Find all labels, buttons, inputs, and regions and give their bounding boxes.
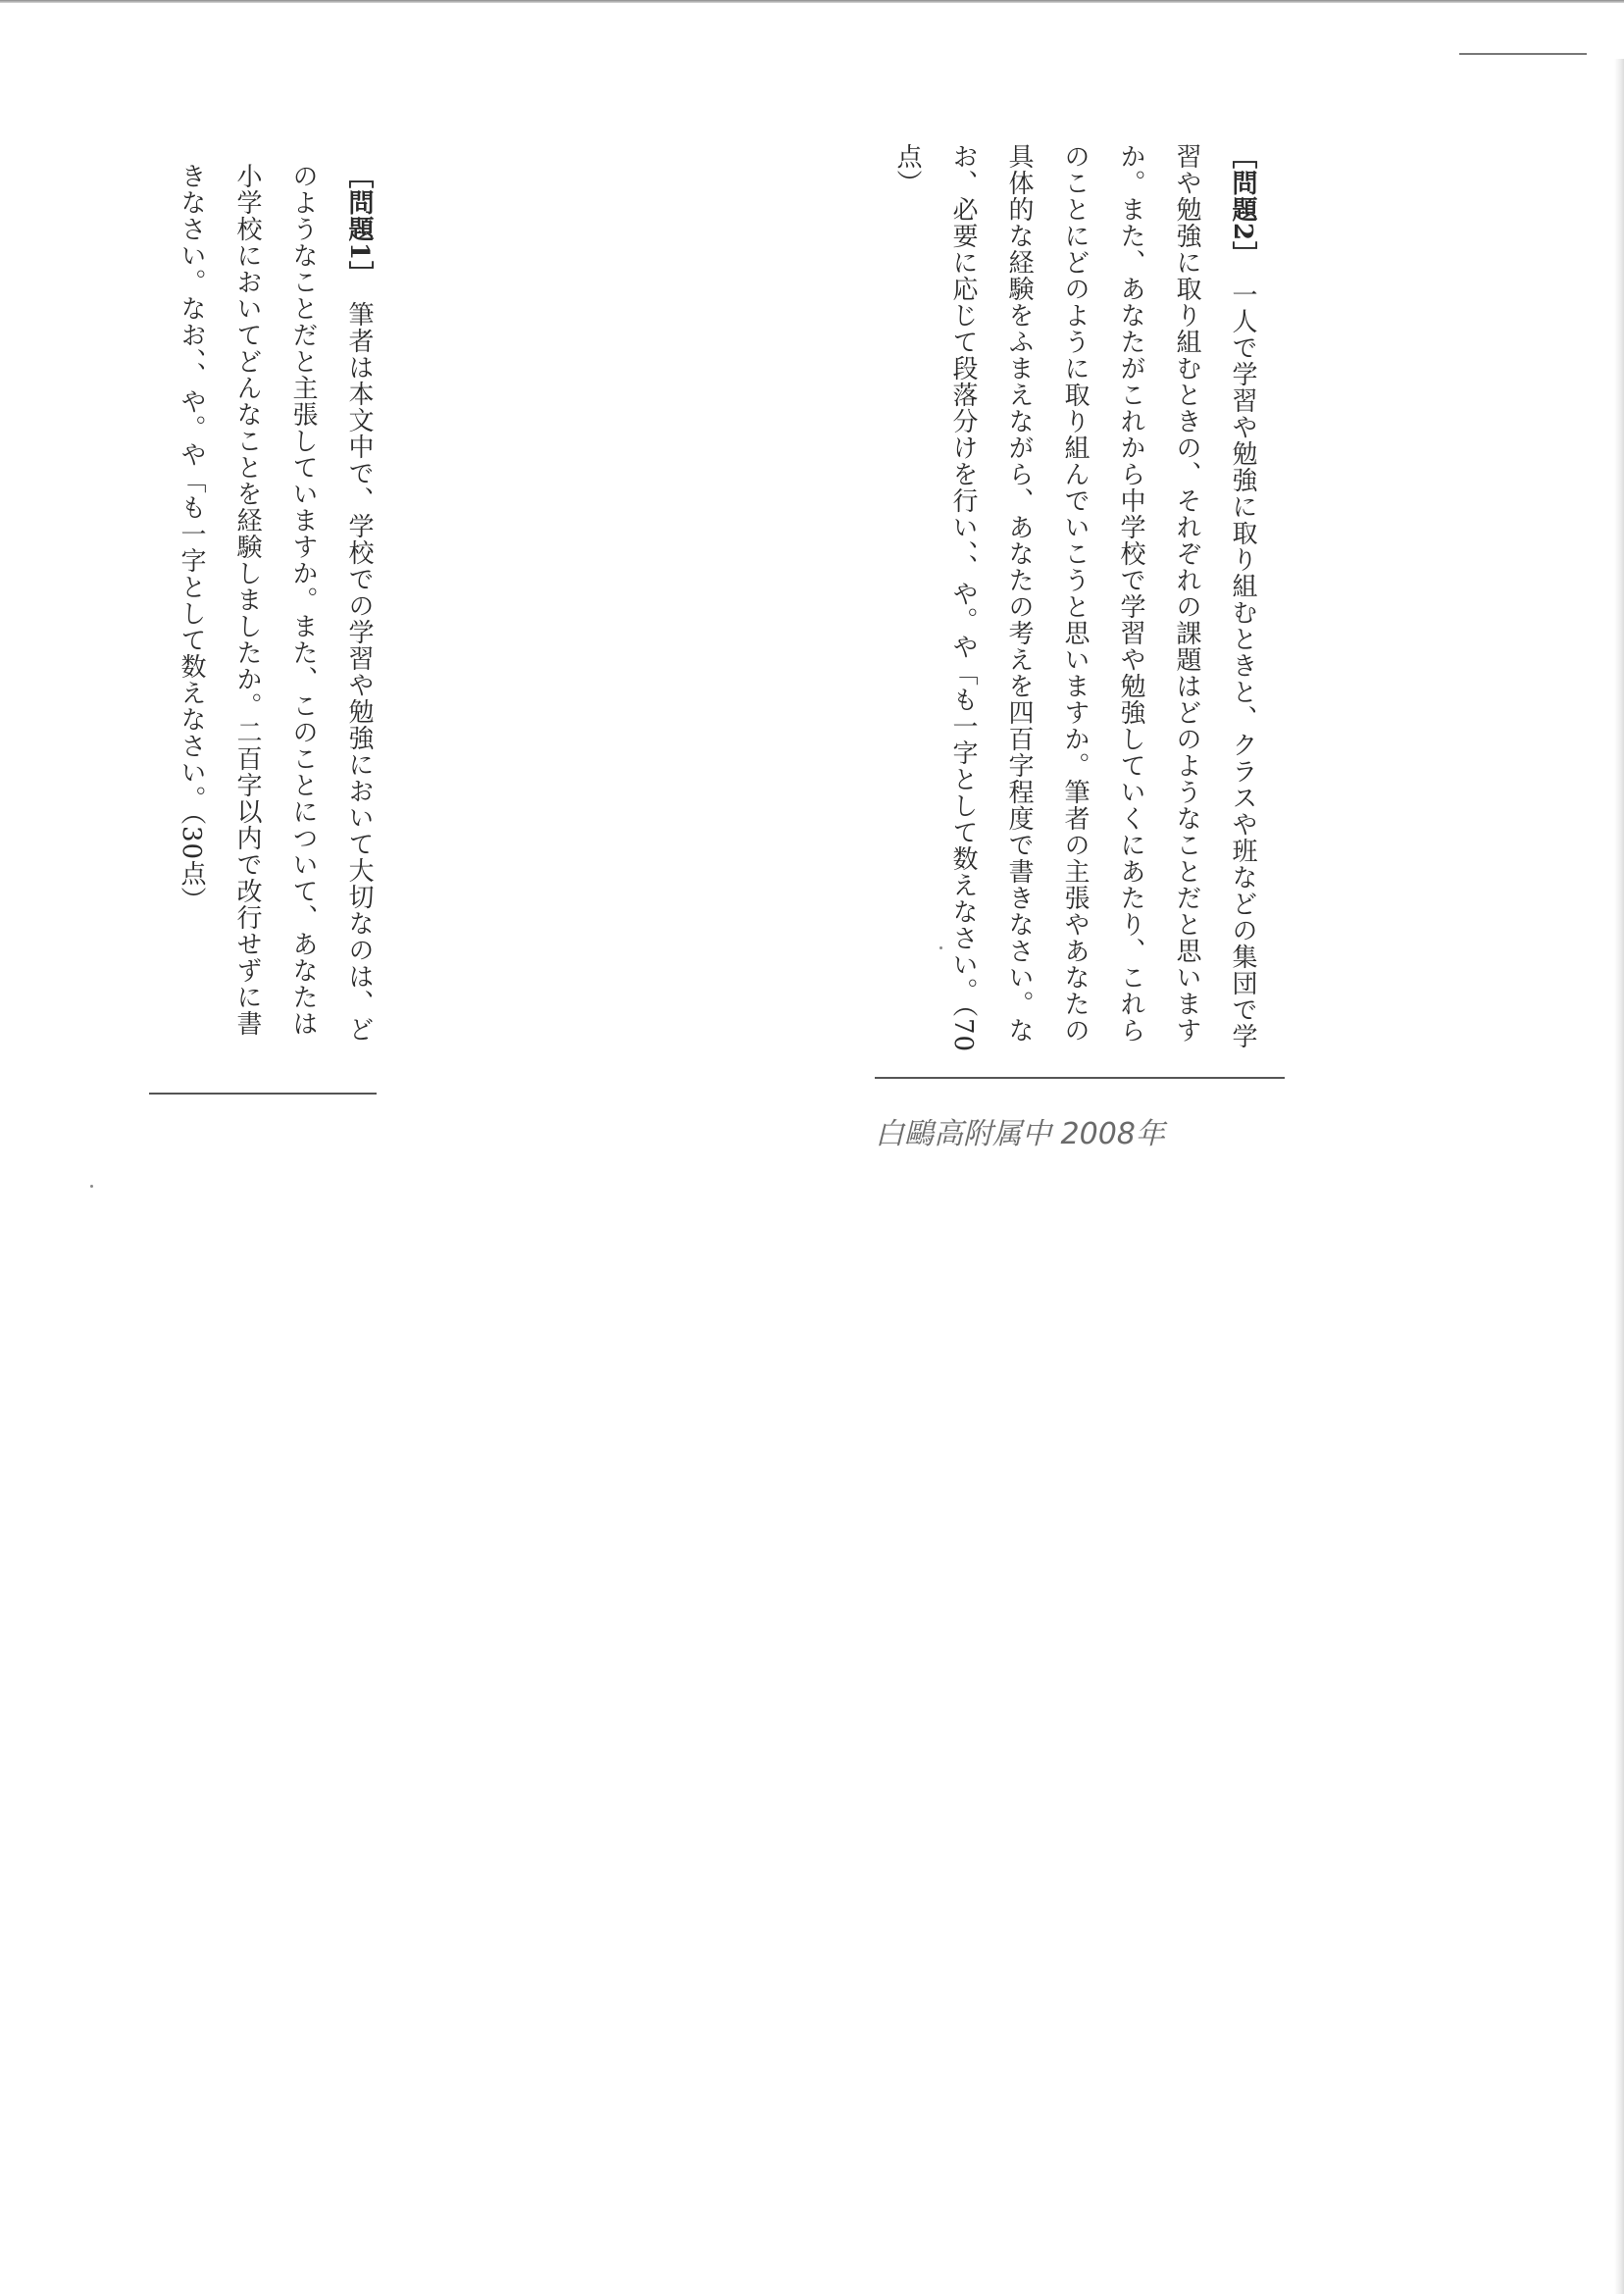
label-bracket-close: ］ [1228, 241, 1257, 256]
label-bracket-open: ［ [344, 163, 374, 189]
handwritten-note [871, 1096, 1248, 1165]
scan-speck [939, 946, 942, 949]
scan-edge-top [0, 0, 1624, 3]
label-bracket-open: ［ [1228, 143, 1257, 170]
label-bracket-close: ］ [344, 261, 374, 276]
question-1 [112, 163, 386, 1060]
scan-edge-right [1614, 59, 1624, 2294]
question-1-text: 筆者は本文中で、学校での学習や勉強において大切なのは、どのようなことだと主張していますか。また、このことについて、あなたは小学校においてどんなことを経験しましたか。二百字以内で改行せずに書きなさい。なお、、や。や「も一字として数えなさい。（30点） [177, 163, 374, 1044]
question-2-label: 問題2 [1228, 170, 1257, 242]
scan-mark [1459, 53, 1587, 55]
question-1-label: 問題1 [344, 189, 374, 262]
question-2-rule [875, 1077, 1285, 1079]
question-2-text: 一人で学習や勉強に取り組むときと、クラスや班などの集団で学習や勉強に取り組むときの、それぞれの課題はどのようなことだと思いますか。また、あなたがこれから中学校で学習や勉強していくにあたり、これらのことにどのように取り組んでいこうと思いますか。筆者の主張やあなたの具体的な経験をふまえながら、あなたの考えを四百字程度で書きなさい。なお、必要に応じて段落分けを行い、、や。や「も一字として数えなさい。（70点） [892, 143, 1257, 1053]
question-2 [883, 143, 1270, 1055]
handwritten-note-text: 白鷗高附属中 2008年 [875, 1117, 1165, 1151]
scan-speck [90, 1185, 93, 1188]
question-1-rule [149, 1093, 377, 1095]
